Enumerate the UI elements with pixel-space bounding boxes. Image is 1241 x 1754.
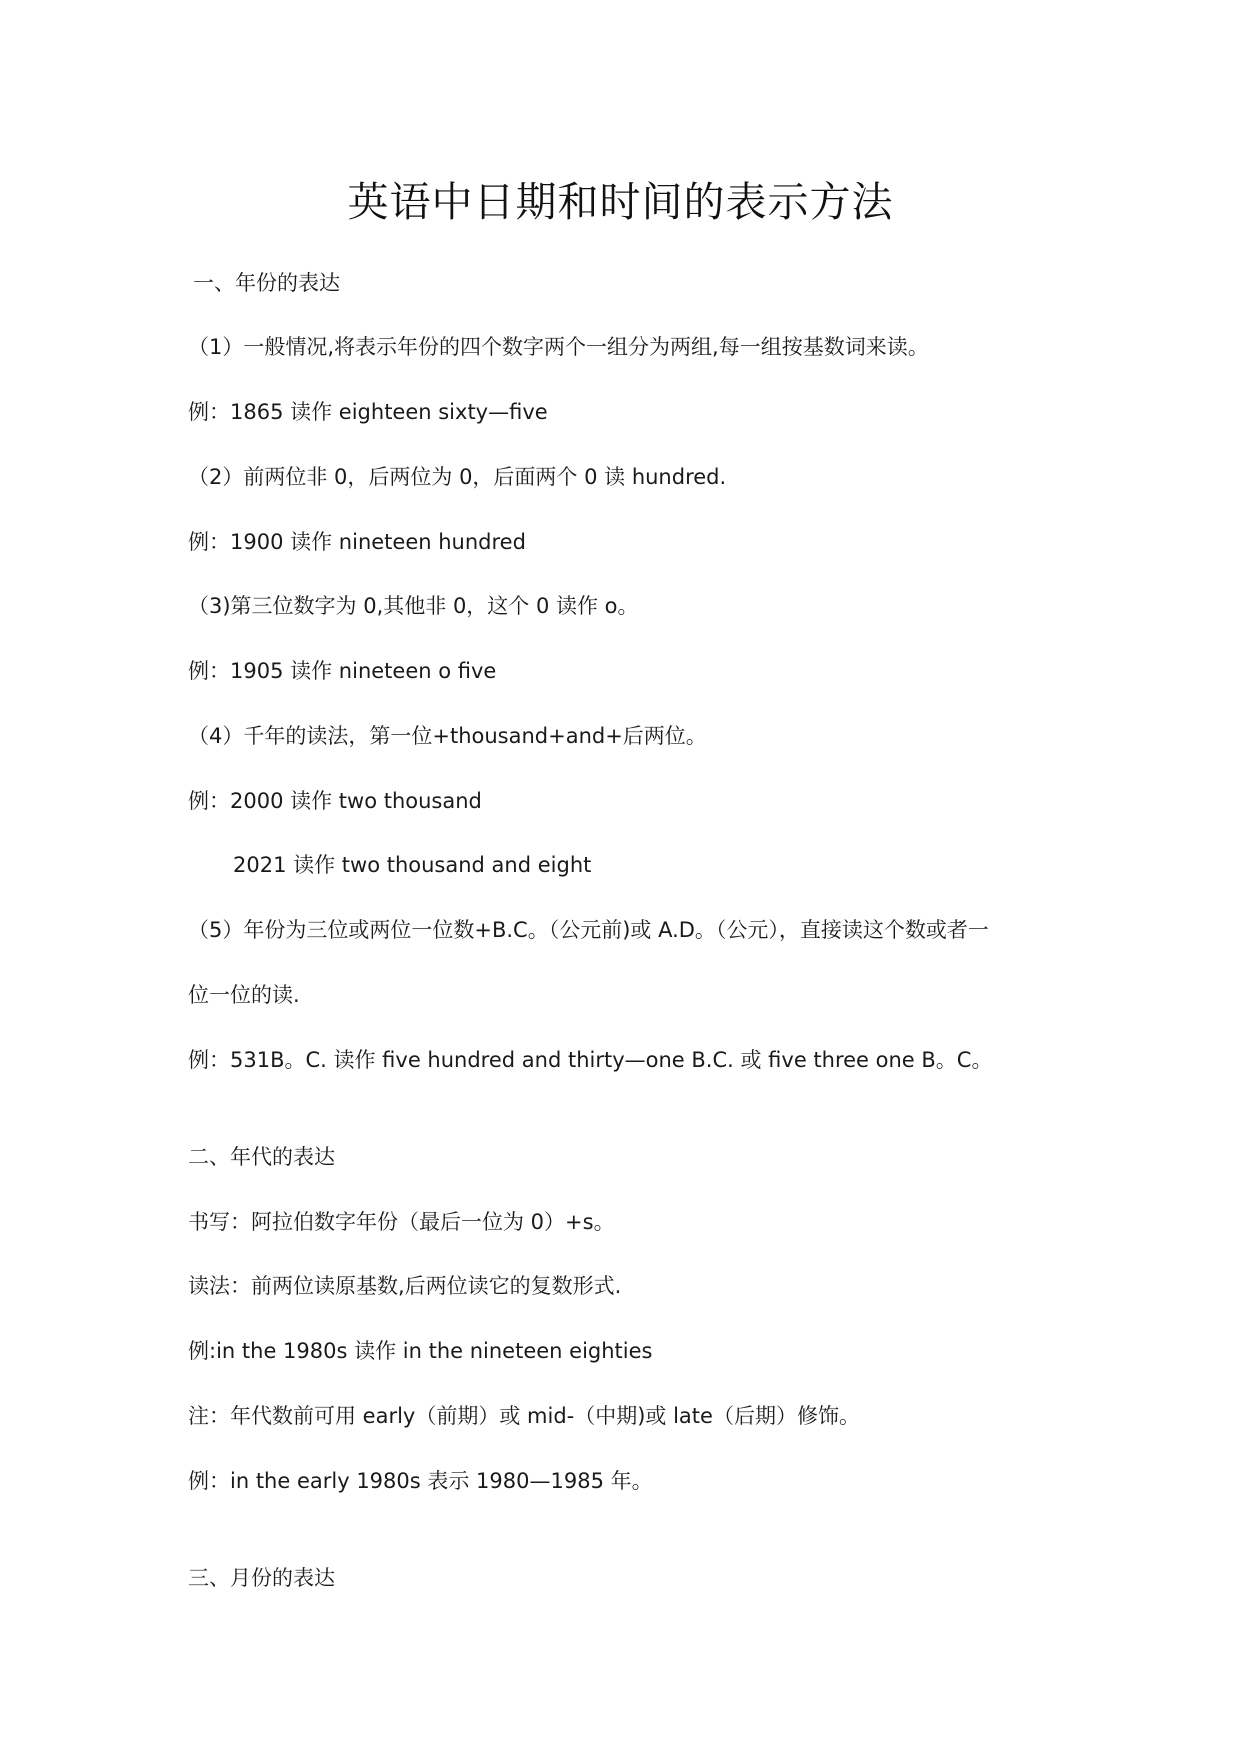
- paragraph-line: （4）千年的读法，第一位+thousand+and+后两位。: [188, 724, 707, 748]
- paragraph-line: 位一位的读.: [188, 983, 300, 1007]
- paragraph-line: （5）年份为三位或两位一位数+B.C。（公元前)或 A.D。（公元），直接读这个数或者一: [188, 918, 989, 942]
- note-line: 注：年代数前可用 early（前期）或 mid-（中期)或 late（后期）修饰。: [188, 1404, 860, 1428]
- section-heading-years: 一、年份的表达: [193, 271, 340, 295]
- example-line: 例：in the early 1980s 表示 1980—1985 年。: [188, 1469, 653, 1493]
- example-line: 例：1900 读作 nineteen hundred: [188, 530, 526, 554]
- paragraph-line: （1）一般情况,将表示年份的四个数字两个一组分为两组,每一组按基数词来读。: [188, 335, 929, 359]
- section-heading-decades: 二、年代的表达: [188, 1145, 335, 1169]
- example-line: 例：2000 读作 two thousand: [188, 789, 482, 813]
- paragraph-line: 读法：前两位读原基数,后两位读它的复数形式.: [188, 1274, 622, 1298]
- section-heading-months: 三、月份的表达: [188, 1566, 335, 1590]
- example-line: 例:in the 1980s 读作 in the nineteen eighties: [188, 1339, 653, 1363]
- page-title: 英语中日期和时间的表示方法: [347, 178, 894, 226]
- paragraph-line: （3)第三位数字为 0,其他非 0，这个 0 读作 o。: [188, 594, 639, 618]
- example-line: 例：1865 读作 eighteen sixty—five: [188, 400, 548, 424]
- example-line: 2021 读作 two thousand and eight: [233, 853, 592, 877]
- paragraph-line: （2）前两位非 0，后两位为 0，后面两个 0 读 hundred.: [188, 465, 727, 489]
- example-line: 例：1905 读作 nineteen o five: [188, 659, 497, 683]
- example-line: 例：531B。C. 读作 five hundred and thirty—one B.C. 或 five three one B。C。: [188, 1048, 993, 1072]
- paragraph-line: 书写：阿拉伯数字年份（最后一位为 0）+s。: [188, 1210, 615, 1234]
